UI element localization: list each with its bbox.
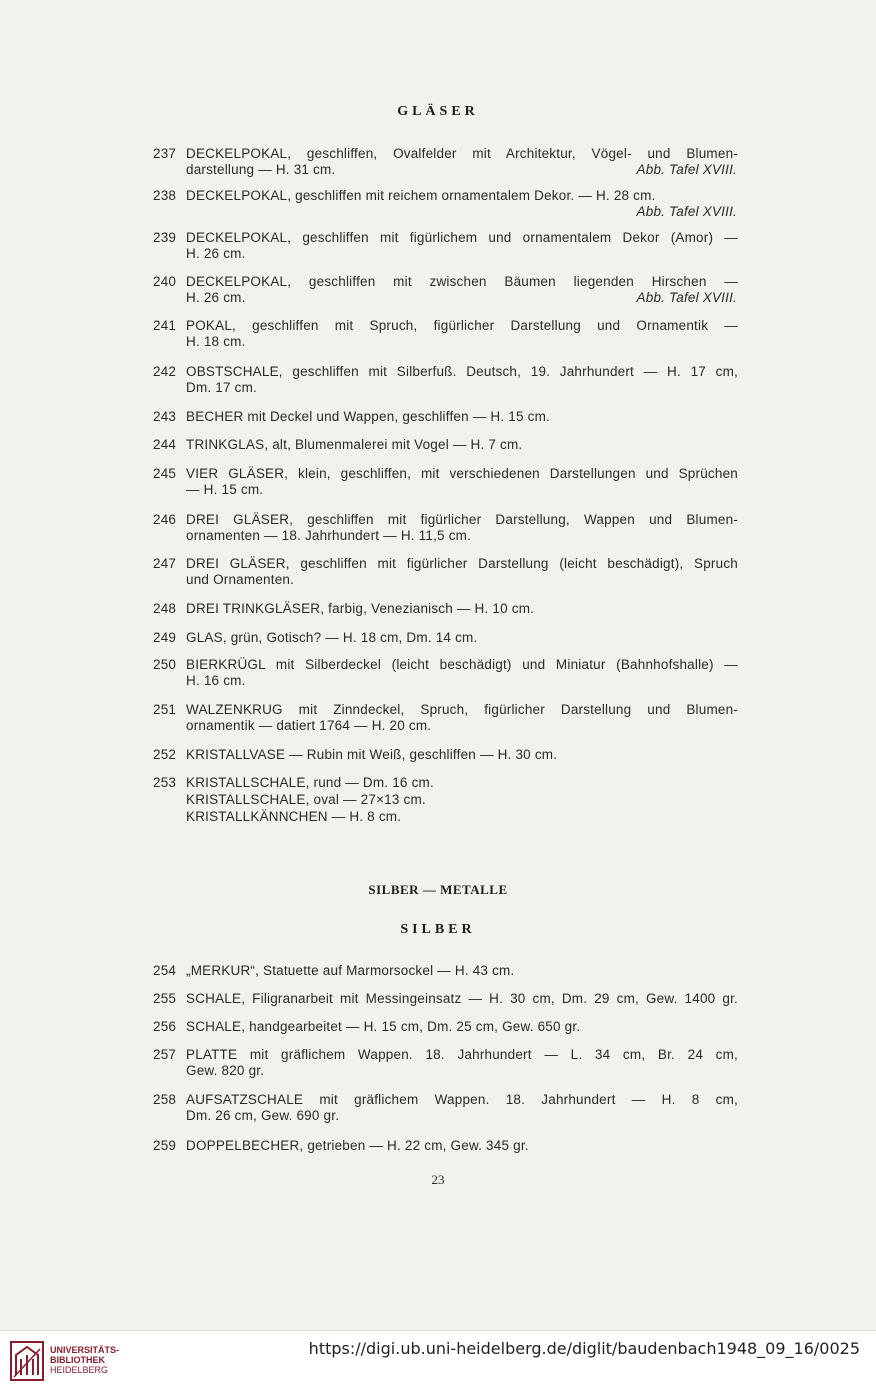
entry-number: 250	[153, 657, 177, 672]
entry-text: PLATTE mit gräflichem Wappen. 18. Jahrhundert — L. 34 cm, Br. 24 cm,	[186, 1047, 738, 1062]
entry-number: 257	[153, 1047, 177, 1062]
entry-text: DECKELPOKAL, geschliffen mit zwischen Bäumen liegenden Hirschen —	[186, 274, 738, 289]
entry-text: H. 16 cm.	[186, 673, 246, 688]
permalink-url[interactable]: https://digi.ub.uni-heidelberg.de/diglit/baudenbach1948_09_16/0025	[308, 1339, 860, 1358]
logo-line: BIBLIOTHEK	[50, 1355, 105, 1365]
entry-text: GLAS, grün, Gotisch? — H. 18 cm, Dm. 14 cm.	[186, 630, 478, 645]
entry-number: 239	[153, 230, 177, 245]
entry-text: TRINKGLAS, alt, Blumenmalerei mit Vogel — H. 7 cm.	[186, 437, 523, 452]
entry-number: 242	[153, 364, 177, 379]
entry-number: 247	[153, 556, 177, 571]
entry-number: 238	[153, 188, 177, 203]
entry-number: 244	[153, 437, 177, 452]
entry-text: KRISTALLSCHALE, oval — 27×13 cm.	[186, 792, 426, 807]
entry-text: ornamenten — 18. Jahrhundert — H. 11,5 cm.	[186, 528, 472, 543]
entry-text: KRISTALLVASE — Rubin mit Weiß, geschliffen — H. 30 cm.	[186, 747, 558, 762]
entry-text: SCHALE, Filigranarbeit mit Messingeinsatz — H. 30 cm, Dm. 29 cm, Gew. 1400 gr.	[186, 991, 738, 1006]
entry-text: KRISTALLKÄNNCHEN — H. 8 cm.	[186, 809, 402, 824]
entry-number: 253	[153, 775, 177, 790]
entry-text: AUFSATZSCHALE mit gräflichem Wappen. 18. Jahrhundert — H. 8 cm,	[186, 1092, 738, 1107]
entry-text: und Ornamenten.	[186, 572, 295, 587]
entry-text: SCHALE, handgearbeitet — H. 15 cm, Dm. 25 cm, Gew. 650 gr.	[186, 1019, 581, 1034]
entry-text: — H. 15 cm.	[186, 482, 264, 497]
entry-number: 248	[153, 601, 177, 616]
entry-text: BIERKRÜGL mit Silberdeckel (leicht beschädigt) und Miniatur (Bahnhofshalle) —	[186, 657, 738, 672]
entry-number: 243	[153, 409, 177, 424]
entry-text: Dm. 17 cm.	[186, 380, 258, 395]
logo-line: HEIDELBERG	[50, 1365, 109, 1375]
entry-number: 256	[153, 1019, 177, 1034]
entry-number: 252	[153, 747, 177, 762]
entry-text: „MERKUR“, Statuette auf Marmorsockel — H. 43 cm.	[186, 963, 515, 978]
plate-reference: Abb. Tafel XVIII.	[636, 162, 737, 177]
entry-number: 237	[153, 146, 177, 161]
entry-text: ornamentik — datiert 1764 — H. 20 cm.	[186, 718, 432, 733]
entry-text: BECHER mit Deckel und Wappen, geschliffen — H. 15 cm.	[186, 409, 550, 424]
library-logo-text	[50, 1345, 119, 1375]
entry-text: POKAL, geschliffen mit Spruch, figürlicher Darstellung und Ornamentik —	[186, 318, 738, 333]
plate-reference: Abb. Tafel XVIII.	[636, 204, 737, 219]
entry-text: DOPPELBECHER, getrieben — H. 22 cm, Gew. 345 gr.	[186, 1138, 529, 1153]
entry-text: OBSTSCHALE, geschliffen mit Silberfuß. Deutsch, 19. Jahrhundert — H. 17 cm,	[186, 364, 738, 379]
entry-number: 240	[153, 274, 177, 289]
entry-text: DECKELPOKAL, geschliffen, Ovalfelder mit Architektur, Vögel- und Blumen-	[186, 146, 738, 161]
entry-text: Dm. 26 cm, Gew. 690 gr.	[186, 1108, 340, 1123]
entry-text: darstellung — H. 31 cm.	[186, 162, 336, 177]
entry-text: VIER GLÄSER, klein, geschliffen, mit verschiedenen Darstellungen und Sprüchen	[186, 466, 738, 481]
entry-text: H. 26 cm.	[186, 246, 246, 261]
entry-number: 249	[153, 630, 177, 645]
entry-number: 241	[153, 318, 177, 333]
entry-text: WALZENKRUG mit Zinndeckel, Spruch, figürlicher Darstellung und Blumen-	[186, 702, 738, 717]
page-number: 23	[431, 1172, 445, 1187]
entry-number: 255	[153, 991, 177, 1006]
entry-number: 254	[153, 963, 177, 978]
entry-number: 245	[153, 466, 177, 481]
section-heading-silber: SILBER	[400, 922, 476, 937]
entry-text: DREI TRINKGLÄSER, farbig, Venezianisch — H. 10 cm.	[186, 601, 535, 616]
entry-text: DREI GLÄSER, geschliffen mit figürlicher Darstellung, Wappen und Blumen-	[186, 512, 738, 527]
plate-reference: Abb. Tafel XVIII.	[636, 290, 737, 305]
entry-text: H. 18 cm.	[186, 334, 246, 349]
section-heading-glaser: GLÄSER	[397, 104, 479, 119]
entry-number: 259	[153, 1138, 177, 1153]
entry-text: DREI GLÄSER, geschliffen mit figürlicher Darstellung (leicht beschädigt), Spruch	[186, 556, 738, 571]
section-heading-silber-metalle: SILBER — METALLE	[368, 882, 508, 897]
entry-text: KRISTALLSCHALE, rund — Dm. 16 cm.	[186, 775, 434, 790]
entry-text: DECKELPOKAL, geschliffen mit reichem ornamentalem Dekor. — H. 28 cm.	[186, 188, 656, 203]
entry-number: 251	[153, 702, 177, 717]
entry-number: 258	[153, 1092, 177, 1107]
logo-line: UNIVERSITÄTS-	[50, 1345, 120, 1355]
entry-number: 246	[153, 512, 177, 527]
entry-text: DECKELPOKAL, geschliffen mit figürlichem und ornamentalem Dekor (Amor) —	[186, 230, 738, 245]
library-logo-icon	[10, 1341, 44, 1381]
entry-text: H. 26 cm.	[186, 290, 246, 305]
footer-bar	[0, 1330, 876, 1391]
entry-text: Gew. 820 gr.	[186, 1063, 265, 1078]
